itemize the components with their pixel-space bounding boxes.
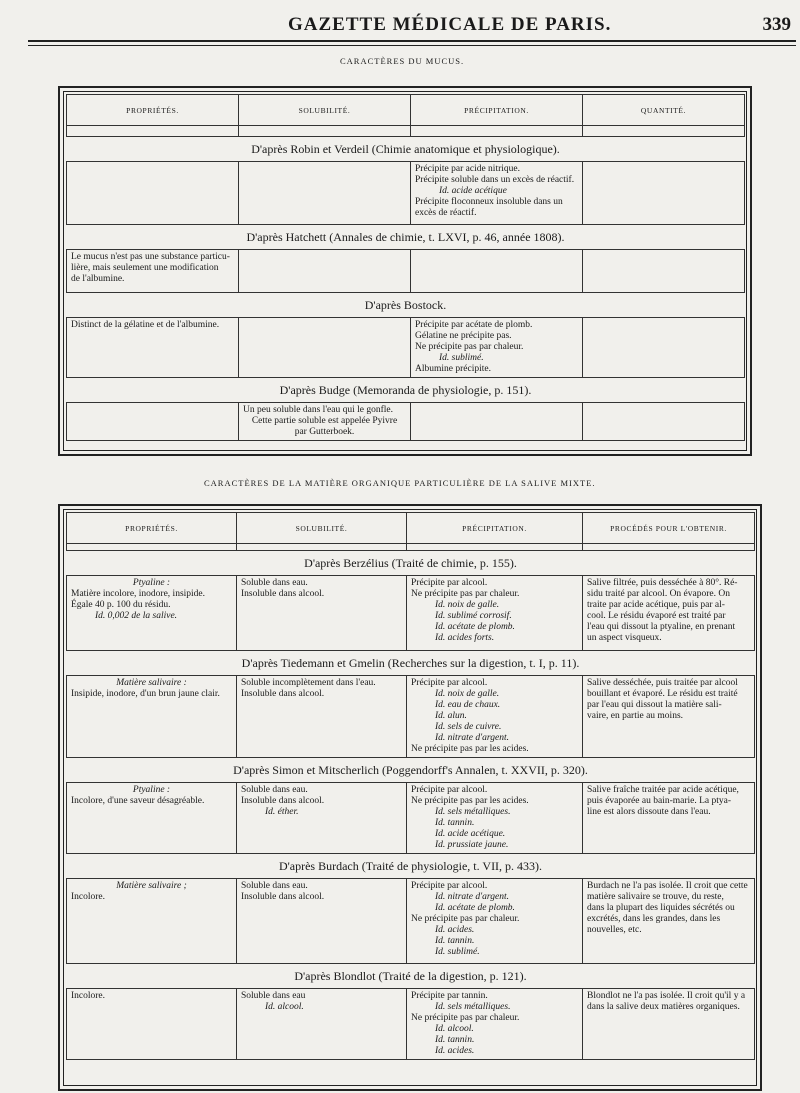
source-heading: D'après Budge (Memoranda de physiologie, p. 151). <box>67 378 745 403</box>
table-cell <box>407 676 583 758</box>
cell-line: Précipite floconneux insoluble dans un <box>415 197 563 207</box>
cell-line: Id. acétate de plomb. <box>435 622 515 632</box>
table-cell <box>237 783 407 854</box>
cell-line: Précipite par alcool. <box>411 785 488 795</box>
column-header: PRÉCIPITATION. <box>411 95 583 126</box>
salive-table <box>66 512 755 1060</box>
cell-line: Ptyaline : <box>132 785 171 795</box>
cell-line: Précipite par alcool. <box>411 578 488 588</box>
spacer-cell <box>67 544 237 551</box>
cell-line: excrétés, dans les grandes, dans les <box>587 914 721 924</box>
cell-line: nouvelles, etc. <box>587 925 642 935</box>
cell-line: Ne précipite pas par les acides. <box>411 744 529 754</box>
journal-title: GAZETTE MÉDICALE DE PARIS. <box>288 14 612 35</box>
spacer-row <box>67 126 745 137</box>
table-cell <box>407 576 583 651</box>
table-row <box>67 403 745 441</box>
table-cell <box>411 250 583 293</box>
table-cell <box>583 989 755 1060</box>
cell-line: de l'albumine. <box>71 274 125 284</box>
cell-line: Id. alcool. <box>265 1002 304 1012</box>
table-row <box>67 576 755 651</box>
source-row <box>67 854 755 879</box>
column-header: SOLUBILITÉ. <box>237 513 407 544</box>
table-row <box>67 318 745 378</box>
cell-line: Précipite par alcool. <box>411 881 488 891</box>
source-row <box>67 758 755 783</box>
table-cell <box>67 318 239 378</box>
table-cell <box>239 403 411 441</box>
cell-line: Matière incolore, inodore, insipide. <box>71 589 206 599</box>
cell-line: dans la salive deux matières organiques. <box>587 1002 740 1012</box>
cell-line: Ne précipite pas par chaleur. <box>415 342 524 352</box>
column-header: QUANTITÉ. <box>583 95 745 126</box>
spacer-cell <box>583 544 755 551</box>
cell-line: Id. nitrate d'argent. <box>435 892 509 902</box>
cell-line: Id. noix de galle. <box>435 600 500 610</box>
cell-line: excès de réactif. <box>415 208 477 218</box>
table-cell <box>411 162 583 225</box>
table-cell <box>67 783 237 854</box>
mucus-table <box>66 94 745 441</box>
table-row <box>67 162 745 225</box>
cell-line: Cette partie soluble est appelée Pyivre <box>251 416 398 426</box>
spacer-cell <box>237 544 407 551</box>
cell-line: Id. eau de chaux. <box>435 700 501 710</box>
cell-line: Gélatine ne précipite pas. <box>415 331 512 341</box>
cell-line: Précipite par tannin. <box>411 991 488 1001</box>
source-row <box>67 551 755 576</box>
source-heading: D'après Bostock. <box>67 293 745 318</box>
cell-line: Id. sels métalliques. <box>435 807 511 817</box>
table-cell <box>583 676 755 758</box>
column-header: PROCÉDÉS POUR L'OBTENIR. <box>583 513 755 544</box>
cell-line: Incolore. <box>71 991 106 1001</box>
spacer-cell <box>407 544 583 551</box>
table-cell <box>237 576 407 651</box>
source-heading: D'après Burdach (Traité de physiologie, t. VII, p. 433). <box>67 854 755 879</box>
table-cell <box>583 403 745 441</box>
spacer-cell <box>583 126 745 137</box>
cell-line: Blondlot ne l'a pas isolée. Il croit qu'il y a <box>587 991 746 1001</box>
cell-line: Ne précipite pas par chaleur. <box>411 914 520 924</box>
cell-line: bouillant et évaporé. Le résidu est traité <box>587 689 738 699</box>
table-cell <box>237 879 407 964</box>
cell-line: Ne précipite pas par chaleur. <box>411 589 520 599</box>
column-header: PRÉCIPITATION. <box>407 513 583 544</box>
cell-line: Incolore, d'une saveur désagréable. <box>71 796 205 806</box>
cell-line: vaire, en partie au moins. <box>587 711 684 721</box>
cell-line: Soluble dans eau. <box>241 785 308 795</box>
header-rule <box>28 40 796 42</box>
cell-line: Id. prussiate jaune. <box>435 840 509 850</box>
cell-line: cool. Le résidu évaporé est traité par <box>587 611 726 621</box>
cell-line: Insoluble dans alcool. <box>241 689 325 699</box>
cell-line: Id. sels métalliques. <box>435 1002 511 1012</box>
spacer-cell <box>239 126 411 137</box>
cell-line: Soluble dans eau. <box>241 881 308 891</box>
cell-line: line est alors dissoute dans l'eau. <box>587 807 711 817</box>
mucus-caption: CARACTÈRES DU MUCUS. <box>340 56 465 66</box>
header-rule-thin <box>28 45 796 46</box>
salive-caption: CARACTÈRES DE LA MATIÈRE ORGANIQUE PARTICULIÈRE DE LA SALIVE MIXTE. <box>204 478 596 488</box>
spacer-cell <box>411 126 583 137</box>
cell-line: Id. alcool. <box>435 1024 474 1034</box>
page-number: 339 <box>762 14 791 35</box>
cell-line: Salive fraîche traitée par acide acétique, <box>587 785 739 795</box>
cell-line: Id. acide acétique <box>439 186 507 196</box>
column-header-row <box>67 513 755 544</box>
cell-line: Id. noix de galle. <box>435 689 500 699</box>
cell-line: Id. éther. <box>265 807 299 817</box>
cell-line: dans la plupart des liquides sécrétés ou <box>587 903 735 913</box>
cell-line: Précipite par acide nitrique. <box>415 164 520 174</box>
table-cell <box>583 318 745 378</box>
cell-line: Un peu soluble dans l'eau qui le gonfle. <box>243 405 393 415</box>
cell-line: Id. sels de cuivre. <box>435 722 502 732</box>
cell-line: Le mucus n'est pas une substance particu- <box>71 252 230 262</box>
cell-line: Id. 0,002 de la salive. <box>95 611 178 621</box>
source-row <box>67 225 745 250</box>
table-cell <box>411 318 583 378</box>
cell-line: Insoluble dans alcool. <box>241 892 325 902</box>
cell-line: Soluble dans eau. <box>241 578 308 588</box>
table-cell <box>67 403 239 441</box>
cell-line: sidu traité par alcool. On évapore. On <box>587 589 730 599</box>
cell-line: Égale 40 p. 100 du résidu. <box>71 600 171 610</box>
spacer-cell <box>67 126 239 137</box>
cell-line: Id. tannin. <box>435 818 475 828</box>
table-cell <box>237 676 407 758</box>
cell-line: matière salivaire se trouve, du reste, <box>587 892 724 902</box>
cell-line: Ne précipite pas par les acides. <box>411 796 529 806</box>
cell-line: Id. tannin. <box>435 936 475 946</box>
cell-line: Id. sublimé corrosif. <box>435 611 512 621</box>
cell-line: Ne précipite pas par chaleur. <box>411 1013 520 1023</box>
cell-line: Id. sublimé. <box>439 353 484 363</box>
table-cell <box>67 676 237 758</box>
cell-line: Matière salivaire ; <box>116 881 187 891</box>
cell-line: puis évaporée au bain-marie. La ptya- <box>587 796 732 806</box>
source-heading: D'après Tiedemann et Gmelin (Recherches sur la digestion, t. I, p. 11). <box>67 651 755 676</box>
source-row <box>67 964 755 989</box>
cell-line: Incolore. <box>71 892 106 902</box>
cell-line: Insoluble dans alcool. <box>241 796 325 806</box>
table-cell <box>67 989 237 1060</box>
source-heading: D'après Berzélius (Traité de chimie, p. 155). <box>67 551 755 576</box>
spacer-row <box>67 544 755 551</box>
table-cell <box>67 879 237 964</box>
table-cell <box>67 162 239 225</box>
cell-line: Distinct de la gélatine et de l'albumine. <box>71 320 220 330</box>
cell-line: Soluble dans eau <box>241 991 306 1001</box>
cell-line: Id. acétate de plomb. <box>435 903 515 913</box>
table-cell <box>239 162 411 225</box>
cell-line: Id. tannin. <box>435 1035 475 1045</box>
cell-line: Salive filtrée, puis desséchée à 80°. Ré- <box>587 578 738 588</box>
cell-line: par Gutterboek. <box>294 427 355 437</box>
source-heading: D'après Robin et Verdeil (Chimie anatomique et physiologique). <box>67 137 745 162</box>
table-row <box>67 989 755 1060</box>
table-cell <box>407 879 583 964</box>
source-heading: D'après Blondlot (Traité de la digestion, p. 121). <box>67 964 755 989</box>
cell-line: Ptyaline : <box>132 578 171 588</box>
salive-table-frame <box>58 504 762 1091</box>
cell-line: Précipite par acétate de plomb. <box>415 320 533 330</box>
cell-line: Précipite par alcool. <box>411 678 488 688</box>
table-cell <box>67 576 237 651</box>
table-row <box>67 250 745 293</box>
cell-line: Insoluble dans alcool. <box>241 589 325 599</box>
source-heading: D'après Simon et Mitscherlich (Poggendorff's Annalen, t. XXVII, p. 320). <box>67 758 755 783</box>
source-row <box>67 378 745 403</box>
table-cell <box>239 318 411 378</box>
table-cell <box>237 989 407 1060</box>
source-row <box>67 651 755 676</box>
cell-line: Id. alun. <box>435 711 467 721</box>
cell-line: Soluble incomplètement dans l'eau. <box>241 678 376 688</box>
cell-line: Insipide, inodore, d'un brun jaune clair. <box>71 689 220 699</box>
source-row <box>67 293 745 318</box>
cell-line: par l'eau qui dissout la matière sali- <box>587 700 722 710</box>
cell-line: Matière salivaire : <box>116 678 187 688</box>
source-row <box>67 137 745 162</box>
column-header-row <box>67 95 745 126</box>
table-cell <box>67 250 239 293</box>
table-cell <box>583 783 755 854</box>
table-cell <box>583 576 755 651</box>
column-header: PROPRIÉTÉS. <box>67 513 237 544</box>
cell-line: Précipite soluble dans un excès de réactif. <box>415 175 575 185</box>
mucus-table-frame <box>58 86 752 456</box>
table-cell <box>407 783 583 854</box>
table-cell <box>407 989 583 1060</box>
cell-line: Id. acides. <box>435 925 475 935</box>
source-heading: D'après Hatchett (Annales de chimie, t. LXVI, p. 46, année 1808). <box>67 225 745 250</box>
cell-line: Id. acides. <box>435 1046 475 1056</box>
table-cell <box>411 403 583 441</box>
table-cell <box>239 250 411 293</box>
cell-line: Burdach ne l'a pas isolée. Il croit que cette <box>587 881 748 891</box>
page-header <box>28 8 793 42</box>
table-row <box>67 676 755 758</box>
table-cell <box>583 879 755 964</box>
cell-line: Id. nitrate d'argent. <box>435 733 509 743</box>
cell-line: Salive desséchée, puis traitée par alcool <box>587 678 738 688</box>
cell-line: traite par acide acétique, puis par al- <box>587 600 725 610</box>
cell-line: un aspect visqueux. <box>587 633 662 643</box>
cell-line: Id. acide acétique. <box>435 829 506 839</box>
cell-line: Id. sublimé. <box>435 947 480 957</box>
cell-line: Albumine précipite. <box>415 364 491 374</box>
cell-line: l'eau qui dissout la ptyaline, en prenant <box>587 622 736 632</box>
table-row <box>67 879 755 964</box>
table-cell <box>583 162 745 225</box>
cell-line: lière, mais seulement une modification <box>71 263 219 273</box>
table-cell <box>583 250 745 293</box>
table-row <box>67 783 755 854</box>
cell-line: Id. acides forts. <box>435 633 495 643</box>
column-header: PROPRIÉTÉS. <box>67 95 239 126</box>
column-header: SOLUBILITÉ. <box>239 95 411 126</box>
